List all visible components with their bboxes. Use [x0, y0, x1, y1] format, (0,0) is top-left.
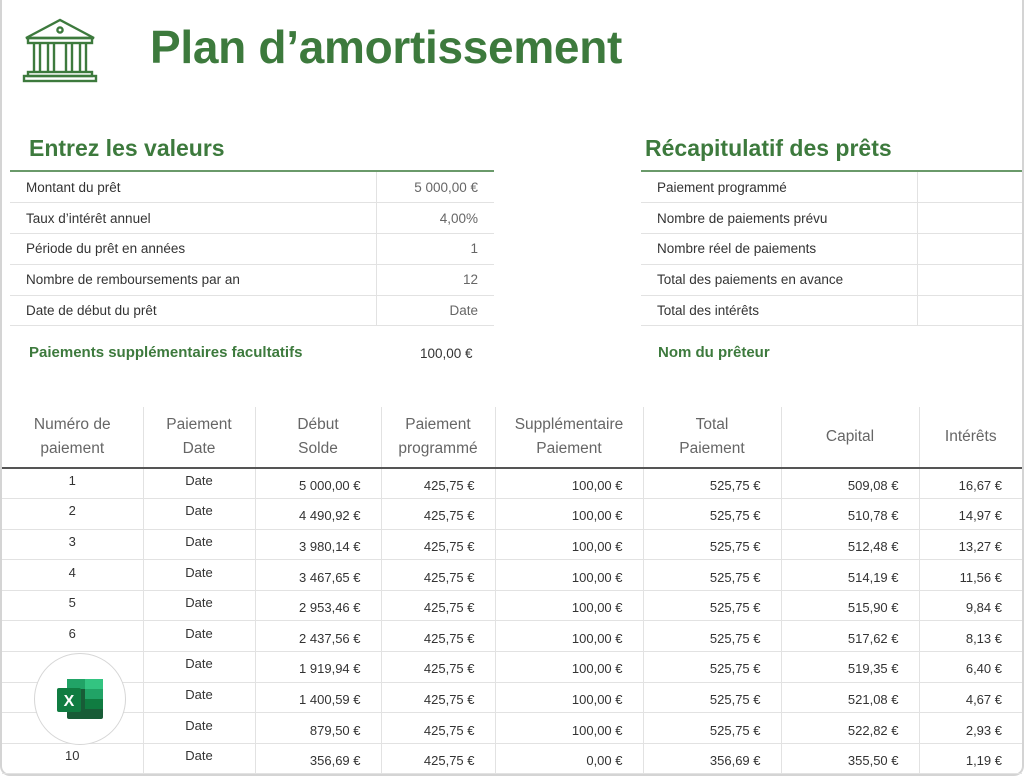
summary-row-planned-payments: [641, 203, 1022, 234]
interest-rate-field[interactable]: 4,00%: [376, 203, 494, 234]
capital-cell[interactable]: 522,82 €: [781, 713, 919, 744]
summary-row-early-payments: [641, 264, 1022, 295]
summary-row-actual-payments: [641, 234, 1022, 265]
inputs-section-title: Entrez les valeurs: [29, 135, 225, 161]
input-row-loan-period: [10, 234, 494, 265]
interest-cell[interactable]: 14,97 €: [919, 499, 1022, 530]
scheduled-payment-cell[interactable]: 425,75 €: [381, 682, 495, 713]
input-label: Nombre de remboursements par an: [10, 264, 376, 295]
start-date-field[interactable]: Date: [376, 295, 494, 326]
capital-cell[interactable]: 509,08 €: [781, 468, 919, 499]
summary-label: Nombre de paiements prévu: [641, 203, 917, 234]
summary-label: Paiement programmé: [641, 172, 917, 203]
payment-date-cell[interactable]: Date: [143, 529, 255, 560]
payment-number-cell[interactable]: 3: [2, 529, 143, 560]
payments-per-year-field[interactable]: 12: [376, 264, 494, 295]
capital-cell[interactable]: 510,78 €: [781, 499, 919, 530]
col-header-payment-date: Paiement Date: [143, 407, 255, 468]
extra-payment-cell[interactable]: 100,00 €: [495, 560, 643, 591]
table-row: [2, 560, 1022, 591]
total-payment-cell[interactable]: 525,75 €: [643, 499, 781, 530]
start-balance-cell[interactable]: 1 919,94 €: [255, 652, 381, 683]
interest-cell[interactable]: 4,67 €: [919, 682, 1022, 713]
payment-number-cell[interactable]: 10: [2, 743, 143, 774]
scheduled-payment-cell[interactable]: 425,75 €: [381, 621, 495, 652]
extra-payments-label: Paiements supplémentaires facultatifs: [29, 344, 303, 361]
extra-payment-cell[interactable]: 100,00 €: [495, 621, 643, 652]
capital-cell[interactable]: 517,62 €: [781, 621, 919, 652]
interest-cell[interactable]: 2,93 €: [919, 713, 1022, 744]
scheduled-payment-cell[interactable]: 425,75 €: [381, 713, 495, 744]
payment-date-cell[interactable]: Date: [143, 499, 255, 530]
table-row: [2, 499, 1022, 530]
extra-payment-cell[interactable]: 100,00 €: [495, 529, 643, 560]
start-balance-cell[interactable]: 4 490,92 €: [255, 499, 381, 530]
lender-name-label: Nom du prêteur: [658, 344, 770, 361]
payment-date-cell[interactable]: Date: [143, 590, 255, 621]
scheduled-payment-cell[interactable]: 425,75 €: [381, 652, 495, 683]
start-balance-cell[interactable]: 879,50 €: [255, 713, 381, 744]
payment-number-cell[interactable]: 4: [2, 560, 143, 591]
payment-number-cell[interactable]: 2: [2, 499, 143, 530]
table-row: [2, 743, 1022, 774]
payment-number-cell[interactable]: 1: [2, 468, 143, 499]
table-row: [2, 652, 1022, 683]
start-balance-cell[interactable]: 5 000,00 €: [255, 468, 381, 499]
table-row: [2, 590, 1022, 621]
capital-cell[interactable]: 521,08 €: [781, 682, 919, 713]
planned-payments-value: [917, 203, 1022, 234]
table-row: [2, 529, 1022, 560]
table-body: [2, 468, 1022, 774]
input-row-interest-rate: [10, 203, 494, 234]
scheduled-payment-cell[interactable]: 425,75 €: [381, 560, 495, 591]
total-payment-cell[interactable]: 525,75 €: [643, 468, 781, 499]
total-interest-value: [917, 295, 1022, 326]
table-header-row: [2, 407, 1022, 468]
extra-payment-cell[interactable]: 100,00 €: [495, 652, 643, 683]
start-balance-cell[interactable]: 2 953,46 €: [255, 590, 381, 621]
interest-cell[interactable]: 16,67 €: [919, 468, 1022, 499]
inputs-table: [10, 172, 494, 326]
total-payment-cell[interactable]: 525,75 €: [643, 682, 781, 713]
svg-text:X: X: [63, 693, 75, 710]
input-label: Montant du prêt: [10, 172, 376, 203]
scheduled-payment-cell[interactable]: 425,75 €: [381, 468, 495, 499]
payment-date-cell[interactable]: Date: [143, 560, 255, 591]
payment-date-cell[interactable]: Date: [143, 682, 255, 713]
input-row-loan-amount: [10, 172, 494, 203]
summary-section-title: Récapitulatif des prêts: [645, 135, 892, 161]
interest-cell[interactable]: 6,40 €: [919, 652, 1022, 683]
table-row: [2, 468, 1022, 499]
start-balance-cell[interactable]: 3 467,65 €: [255, 560, 381, 591]
capital-cell[interactable]: 512,48 €: [781, 529, 919, 560]
start-balance-cell[interactable]: 2 437,56 €: [255, 621, 381, 652]
capital-cell[interactable]: 515,90 €: [781, 590, 919, 621]
col-header-extra-payment: Supplémentaire Paiement: [495, 407, 643, 468]
col-header-capital: Capital: [781, 407, 919, 468]
total-payment-cell[interactable]: 525,75 €: [643, 529, 781, 560]
input-row-start-date: [10, 295, 494, 326]
capital-cell[interactable]: 355,50 €: [781, 743, 919, 774]
interest-cell[interactable]: 1,19 €: [919, 743, 1022, 774]
start-balance-cell[interactable]: 1 400,59 €: [255, 682, 381, 713]
col-header-scheduled-payment: Paiement programmé: [381, 407, 495, 468]
total-payment-cell[interactable]: 525,75 €: [643, 713, 781, 744]
total-payment-cell[interactable]: 525,75 €: [643, 621, 781, 652]
capital-cell[interactable]: 519,35 €: [781, 652, 919, 683]
summary-row-total-interest: [641, 295, 1022, 326]
loan-period-field[interactable]: 1: [376, 234, 494, 265]
loan-amount-field[interactable]: 5 000,00 €: [376, 172, 494, 203]
early-payments-value: [917, 264, 1022, 295]
scheduled-payment-cell[interactable]: 425,75 €: [381, 499, 495, 530]
payment-date-cell[interactable]: Date: [143, 743, 255, 774]
col-header-interest: Intérêts: [919, 407, 1022, 468]
extra-payment-cell[interactable]: 0,00 €: [495, 743, 643, 774]
scheduled-payment-cell[interactable]: 425,75 €: [381, 529, 495, 560]
extra-payment-cell[interactable]: 100,00 €: [495, 468, 643, 499]
payment-date-cell[interactable]: Date: [143, 621, 255, 652]
interest-cell[interactable]: 8,13 €: [919, 621, 1022, 652]
excel-badge: [34, 653, 126, 745]
payment-date-cell[interactable]: Date: [143, 652, 255, 683]
interest-cell[interactable]: 11,56 €: [919, 560, 1022, 591]
input-label: Période du prêt en années: [10, 234, 376, 265]
input-label: Date de début du prêt: [10, 295, 376, 326]
scheduled-payment-value: [917, 172, 1022, 203]
table-row: [2, 713, 1022, 744]
extra-payments-field[interactable]: 100,00 €: [420, 346, 473, 361]
payment-date-cell[interactable]: Date: [143, 713, 255, 744]
capital-cell[interactable]: 514,19 €: [781, 560, 919, 591]
amortization-table: [2, 407, 1022, 774]
summary-label: Total des paiements en avance: [641, 264, 917, 295]
bank-icon: [20, 16, 100, 86]
page-title: Plan d’amortissement: [150, 21, 623, 73]
total-payment-cell[interactable]: 525,75 €: [643, 560, 781, 591]
total-payment-cell[interactable]: 356,69 €: [643, 743, 781, 774]
col-header-start-balance: Début Solde: [255, 407, 381, 468]
col-header-payment-number: Numéro de paiement: [2, 407, 143, 468]
input-row-payments-per-year: [10, 264, 494, 295]
excel-icon: [55, 677, 105, 721]
extra-payment-cell[interactable]: 100,00 €: [495, 713, 643, 744]
interest-cell[interactable]: 9,84 €: [919, 590, 1022, 621]
actual-payments-value: [917, 234, 1022, 265]
start-balance-cell[interactable]: 3 980,14 €: [255, 529, 381, 560]
payment-date-cell[interactable]: Date: [143, 468, 255, 499]
scheduled-payment-cell[interactable]: 425,75 €: [381, 743, 495, 774]
extra-payment-cell[interactable]: 100,00 €: [495, 682, 643, 713]
extra-payment-cell[interactable]: 100,00 €: [495, 499, 643, 530]
extra-payment-cell[interactable]: 100,00 €: [495, 590, 643, 621]
scheduled-payment-cell[interactable]: 425,75 €: [381, 590, 495, 621]
input-label: Taux d’intérêt annuel: [10, 203, 376, 234]
summary-label: Nombre réel de paiements: [641, 234, 917, 265]
interest-cell[interactable]: 13,27 €: [919, 529, 1022, 560]
table-row: [2, 621, 1022, 652]
summary-label: Total des intérêts: [641, 295, 917, 326]
table-row: [2, 682, 1022, 713]
payment-number-cell[interactable]: 5: [2, 590, 143, 621]
payment-number-cell[interactable]: 6: [2, 621, 143, 652]
col-header-total-payment: Total Paiement: [643, 407, 781, 468]
summary-table: [641, 172, 1022, 326]
summary-row-scheduled-payment: [641, 172, 1022, 203]
total-payment-cell[interactable]: 525,75 €: [643, 590, 781, 621]
total-payment-cell[interactable]: 525,75 €: [643, 652, 781, 683]
start-balance-cell[interactable]: 356,69 €: [255, 743, 381, 774]
